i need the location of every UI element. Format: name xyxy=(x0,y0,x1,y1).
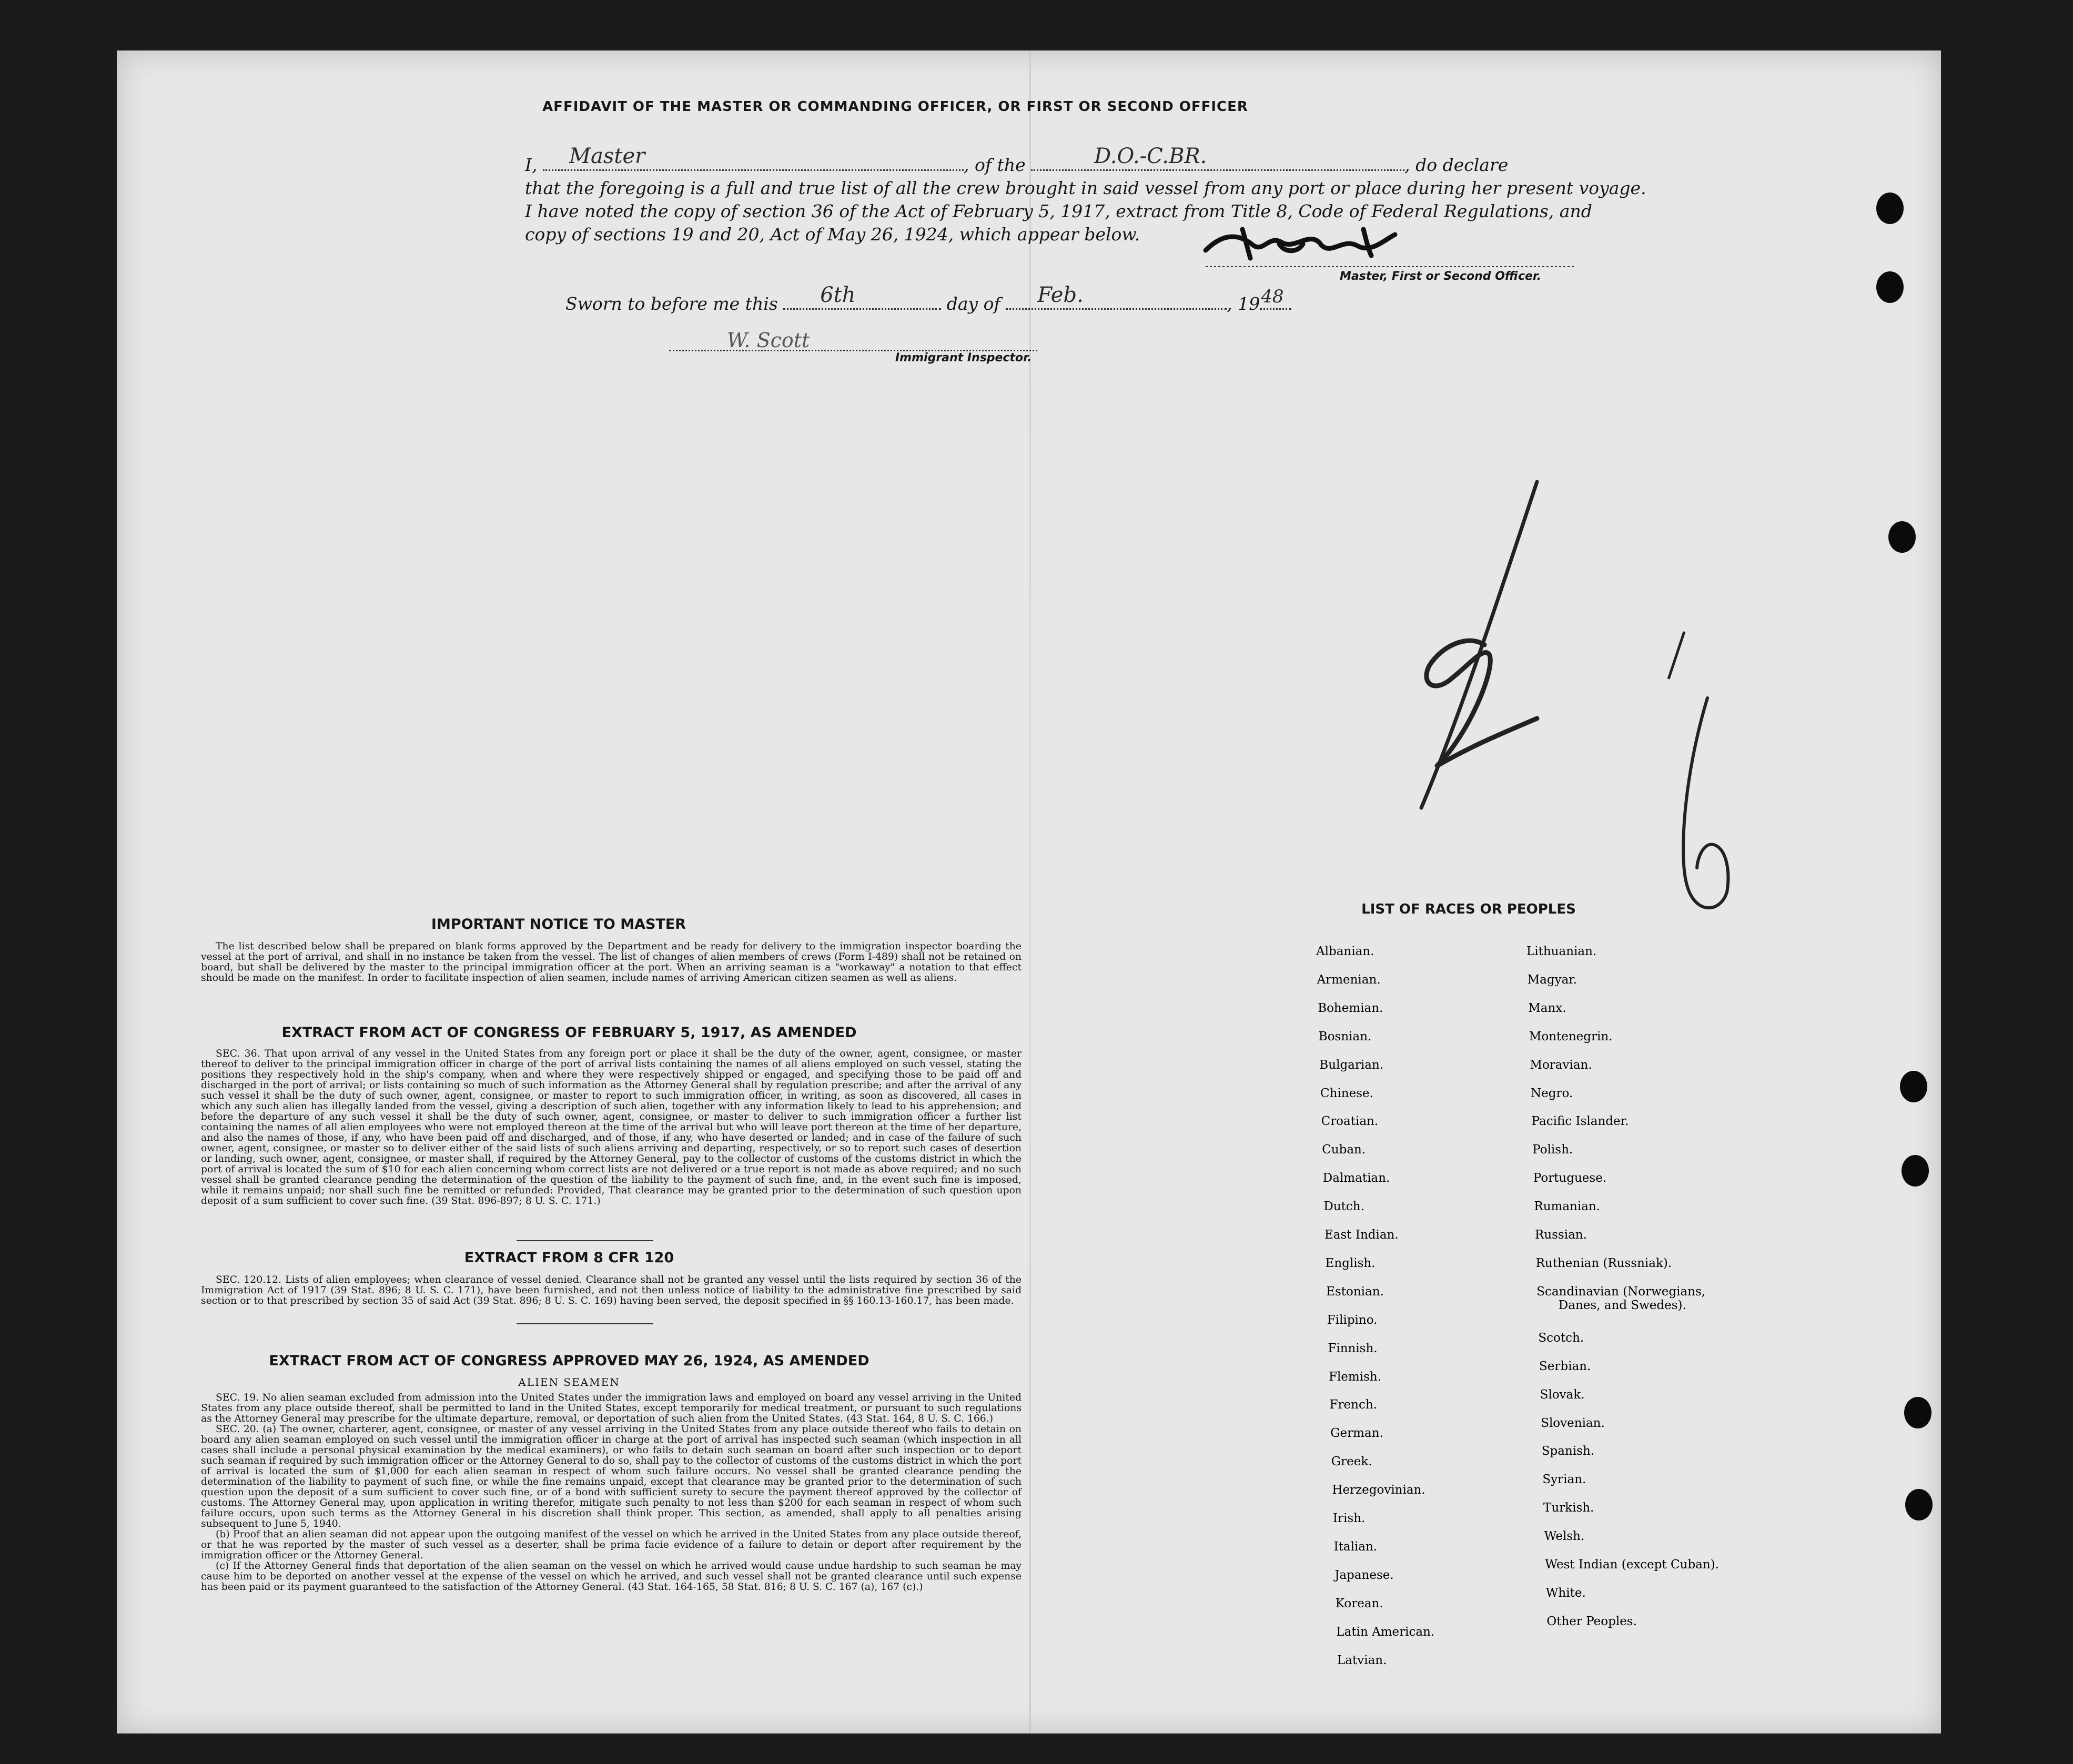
race-item: Irish. xyxy=(1333,1512,1366,1525)
race-item: Japanese. xyxy=(1334,1568,1394,1582)
extract8cfr-title: EXTRACT FROM 8 CFR 120 xyxy=(464,1250,674,1266)
declare-label: , do declare xyxy=(1404,155,1509,175)
race-item: German. xyxy=(1330,1426,1383,1441)
race-item: Magyar. xyxy=(1527,972,1577,987)
race-item: Negro. xyxy=(1531,1086,1573,1100)
race-item: Syrian. xyxy=(1542,1473,1586,1487)
race-item: Scandinavian (Norwegians, xyxy=(1536,1284,1706,1299)
race-item: Albanian. xyxy=(1316,945,1374,958)
notice-title: IMPORTANT NOTICE TO MASTER xyxy=(431,916,686,932)
races-title: LIST OF RACES OR PEOPLES xyxy=(1361,901,1576,917)
notice-text: The list described below shall be prepared on blank forms approved by the Department and be ready for delivery to the immigration inspector boarding the vessel at the port of arrival, and shall in no instance be taken from the vessel. The list of changes of alien members of crews (Form I-489) shall not be retained on board, but shall be delivered by the master to the principal immigration officer at the port. When an arriving seaman is a "workaway" a notation to that effect should be made on the manifest. In order to facilitate inspection of alien seamen, include names of arriving American citizen seamen as well as aliens. xyxy=(201,941,1022,984)
race-item: Chinese. xyxy=(1320,1086,1373,1100)
race-item: Other Peoples. xyxy=(1546,1614,1637,1628)
race-item: Korean. xyxy=(1335,1596,1383,1610)
race-item: Serbian. xyxy=(1539,1359,1591,1373)
inspector-handwriting: W. Scott xyxy=(727,329,810,352)
day-of-label: day of xyxy=(946,293,1000,314)
race-item: Cuban. xyxy=(1322,1143,1366,1157)
sworn-line xyxy=(565,283,1291,314)
day-field xyxy=(783,283,941,310)
affidavit-title: AFFIDAVIT OF THE MASTER OR COMMANDING OFFICER, OR FIRST OR SECOND OFFICER xyxy=(542,99,1248,115)
race-item: Lithuanian. xyxy=(1526,945,1597,958)
race-item: Turkish. xyxy=(1543,1501,1594,1515)
race-item: Croatian. xyxy=(1321,1114,1379,1129)
punch-hole xyxy=(1904,1397,1932,1428)
extract1924-body xyxy=(201,1393,1022,1593)
affidavit-line4: copy of sections 19 and 20, Act of May 26, 1924, which appear below. xyxy=(525,224,1140,245)
extract1917-text: SEC. 36. That upon arrival of any vessel in the United States from any foreign port or place it shall be the duty of the owner, agent, consignee, or master thereof to deliver to the principal immigration officer in charge of the port of arrival lists containing the names of all aliens employed on such vessel, stating the positions they respectively hold in the ship's company, when and where they were respectively shipped or engaged, and specifying those to be paid off and discharged in the port of arrival; or lists containing so much of such information as the Attorney General shall by regulation prescribe; and after the arrival of any such vessel it shall be the duty of such owner, agent, consignee, or master to report to such immigration officer, in writing, as soon as discovered, all cases in which any such alien has illegally landed from the vessel, giving a description of such alien, together with any information likely to lead to his apprehension; and before the departure of any such vessel it shall be the duty of such owner, agent, consignee, or master to deliver to such immigration officer a further list containing the names of all alien employees who were not employed thereon at the time of the arrival but who will leave port thereon at the time of her departure, and also the names of those, if any, who have been paid off and discharged, and of those, if any, who have deserted or landed; and in case of the failure of such owner, agent, consignee, or master so to deliver either of the said lists of such aliens arriving and departing, respectively, or so to report such cases of desertion or landing, such owner, agent, consignee, or master shall, if required by the Attorney General, pay to the collector of customs of the customs district in which the port of arrival is located the sum of $10 for each alien concerning whom correct lists are not delivered or a true report is not made as above required; and no such vessel shall be granted clearance pending the determination of the question of the liability to the payment of such fine, and, in the event such fine is imposed, while it remains unpaid; nor shall such fine be remitted or refunded: Provided, That clearance may be granted prior to the determination of such question upon deposit of a sum sufficient to cover such fine. (39 Stat. 896-897; 8 U. S. C. 171.) xyxy=(201,1048,1022,1207)
extract1917-body xyxy=(201,1049,1022,1207)
notice-body xyxy=(201,941,1022,984)
race-item: Bosnian. xyxy=(1318,1029,1372,1043)
race-item: French. xyxy=(1329,1398,1377,1412)
race-item: Manx. xyxy=(1528,1001,1566,1015)
rank-handwriting: Master xyxy=(569,144,645,168)
sec20a-text: SEC. 20. (a) The owner, charterer, agent, consignee, or master of any vessel arriving in the United States from any place outside thereof who fails to detain on board any alien seaman employed on such vessel until the immigration officer in charge at the port of arrival has inspected such seaman (which inspection in all cases shall include a personal physical examination by the medical examiners), or who fails to detain such seaman on board after such inspection or to deport such seaman if required by such immigration officer or the Attorney General to do so, shall pay to the collector of customs of the customs district in which the port of arrival is located the sum of $1,000 for each alien seaman in respect of whom such failure occurs. No vessel shall be granted clearance pending the determination of the liability to payment of such fine, or while the fine remains unpaid, except that clearance may be granted prior to the determination of such question upon the deposit of a sum sufficient to cover such fine, or of a bond with sufficient surety to secure the payment thereof approved by the collector of customs. The Attorney General may, upon application in writing therefor, mitigate such penalty to not less than $200 for each seaman in respect of whom such failure occurs, upon such terms as the Attorney General in his discretion shall think proper. This section, as amended, shall apply to all penalties arising subsequent to June 5, 1940. xyxy=(201,1424,1022,1529)
race-item: Danes, and Swedes). xyxy=(1558,1298,1686,1312)
section-divider xyxy=(517,1323,653,1324)
race-item: Spanish. xyxy=(1541,1444,1595,1458)
race-item: Greek. xyxy=(1331,1455,1372,1469)
extract1924-subtitle: ALIEN SEAMEN xyxy=(518,1376,620,1388)
punch-hole xyxy=(1888,521,1916,553)
race-item: East Indian. xyxy=(1324,1228,1399,1242)
race-item: Slovenian. xyxy=(1541,1416,1605,1430)
year-handwriting: 48 xyxy=(1261,286,1284,307)
race-item: Bohemian. xyxy=(1318,1001,1383,1015)
extract1917-title: EXTRACT FROM ACT OF CONGRESS OF FEBRUARY 5, 1917, AS AMENDED xyxy=(281,1025,857,1041)
sec19-text: SEC. 19. No alien seaman excluded from admission into the United States under the immigration laws and employed on board any vessel arriving in the United States from any place outside thereof, shall be permitted to land in the United States, except temporarily for medical treatment, or pursuant to such regulations as the Attorney General may prescribe for the ultimate departure, removal, or deportation of such alien from the United States. (43 Stat. 164, 8 U. S. C. 166.) xyxy=(201,1392,1022,1424)
vessel-handwriting: D.O.-C.BR. xyxy=(1094,144,1207,168)
punch-hole xyxy=(1902,1155,1929,1187)
race-item: Bulgarian. xyxy=(1319,1058,1384,1072)
race-item: English. xyxy=(1325,1256,1376,1270)
race-item: Flemish. xyxy=(1329,1370,1382,1384)
master-signature xyxy=(1190,214,1432,271)
race-item: Herzegovinian. xyxy=(1332,1483,1425,1497)
race-item: Latvian. xyxy=(1337,1653,1387,1667)
punch-hole xyxy=(1905,1489,1933,1520)
sec20c-text: (c) If the Attorney General finds that deportation of the alien seaman on the vessel on which he arrived would cause undue hardship to such seaman he may cause him to be deported on another vessel at the expense of the vessel on which he arrived, and such vessel shall not be granted clearance until such expense has been paid or its payment guaranteed to the satisfaction of the Attorney General. (43 Stat. 164-165, 58 Stat. 816; 8 U. S. C. 167 (a), 167 (c).) xyxy=(201,1560,1022,1593)
document-page xyxy=(117,50,1941,1733)
race-item: Dalmatian. xyxy=(1322,1171,1390,1185)
affidavit-line1 xyxy=(525,144,1509,175)
race-item: Pacific Islander. xyxy=(1531,1114,1629,1129)
race-item: Finnish. xyxy=(1328,1341,1378,1355)
i-label: I, xyxy=(525,155,538,175)
vessel-field xyxy=(1031,144,1404,171)
punch-hole xyxy=(1900,1071,1927,1102)
race-item: Dutch. xyxy=(1323,1200,1364,1214)
race-item: Polish. xyxy=(1532,1143,1573,1157)
race-item: Moravian. xyxy=(1530,1058,1592,1072)
race-item: Scotch. xyxy=(1538,1331,1584,1345)
race-item: Armenian. xyxy=(1317,972,1381,987)
inspector-signature xyxy=(669,326,1037,351)
extract8cfr-body xyxy=(201,1275,1022,1306)
sec20b-text: (b) Proof that an alien seaman did not appear upon the outgoing manifest of the vessel on which he arrived in the United States from any place outside thereof, or that he was reported by the master of such vessel as a deserter, shall be prima facie evidence of a failure to detain or deport after requirement by the immigration officer or the Attorney General. xyxy=(201,1529,1022,1561)
year-field xyxy=(1260,286,1291,310)
extract8cfr-text: SEC. 120.12. Lists of alien employees; when clearance of vessel denied. Clearance shall not be granted any vessel until the lists required by section 36 of the Immigration Act of 1917 (39 Stat. 896; 8 U. S. C. 171), have been furnished, and not then unless notice of liability to the administrative fine prescribed by said section or to that prescribed by section 35 of said Act (39 Stat. 896; 8 U. S. C. 169) having been served, the deposit specified in §§ 160.13-160.17, has been made. xyxy=(201,1274,1022,1306)
race-item: Portuguese. xyxy=(1533,1171,1607,1185)
handwritten-mark xyxy=(1390,471,1705,892)
sworn-label: Sworn to before me this xyxy=(565,293,778,314)
race-item: Russian. xyxy=(1535,1228,1587,1242)
race-item: Rumanian. xyxy=(1534,1200,1601,1214)
inspector-caption: Immigrant Inspector. xyxy=(895,351,1032,364)
affidavit-line3: I have noted the copy of section 36 of the Act of February 5, 1917, extract from Title 8, Code of Federal Regulations, and xyxy=(525,201,1592,221)
master-signature-line xyxy=(1206,266,1574,267)
race-item: West Indian (except Cuban). xyxy=(1545,1558,1720,1572)
punch-hole xyxy=(1876,192,1904,224)
month-field xyxy=(1006,283,1227,310)
of-the-label: , of the xyxy=(964,155,1026,175)
punch-hole xyxy=(1876,271,1904,303)
master-caption: Master, First or Second Officer. xyxy=(1340,270,1541,283)
race-item: Filipino. xyxy=(1327,1313,1378,1327)
race-item: White. xyxy=(1545,1586,1586,1600)
month-handwriting: Feb. xyxy=(1037,283,1084,307)
race-item: Slovak. xyxy=(1540,1387,1585,1402)
race-item: Montenegrin. xyxy=(1529,1029,1613,1043)
extract1924-title: EXTRACT FROM ACT OF CONGRESS APPROVED MAY 26, 1924, AS AMENDED xyxy=(269,1353,869,1369)
race-item: Latin American. xyxy=(1336,1625,1435,1639)
race-item: Estonian. xyxy=(1326,1284,1384,1299)
affidavit-line2: that the foregoing is a full and true list of all the crew brought in said vessel from any port or place during her present voyage. xyxy=(525,178,1646,198)
rank-field xyxy=(543,144,964,171)
race-item: Welsh. xyxy=(1544,1529,1585,1544)
section-divider xyxy=(517,1240,653,1241)
year-prefix: , 19 xyxy=(1227,293,1260,314)
day-handwriting: 6th xyxy=(820,283,856,307)
race-item: Ruthenian (Russniak). xyxy=(1535,1256,1672,1270)
race-item: Italian. xyxy=(1333,1539,1378,1554)
